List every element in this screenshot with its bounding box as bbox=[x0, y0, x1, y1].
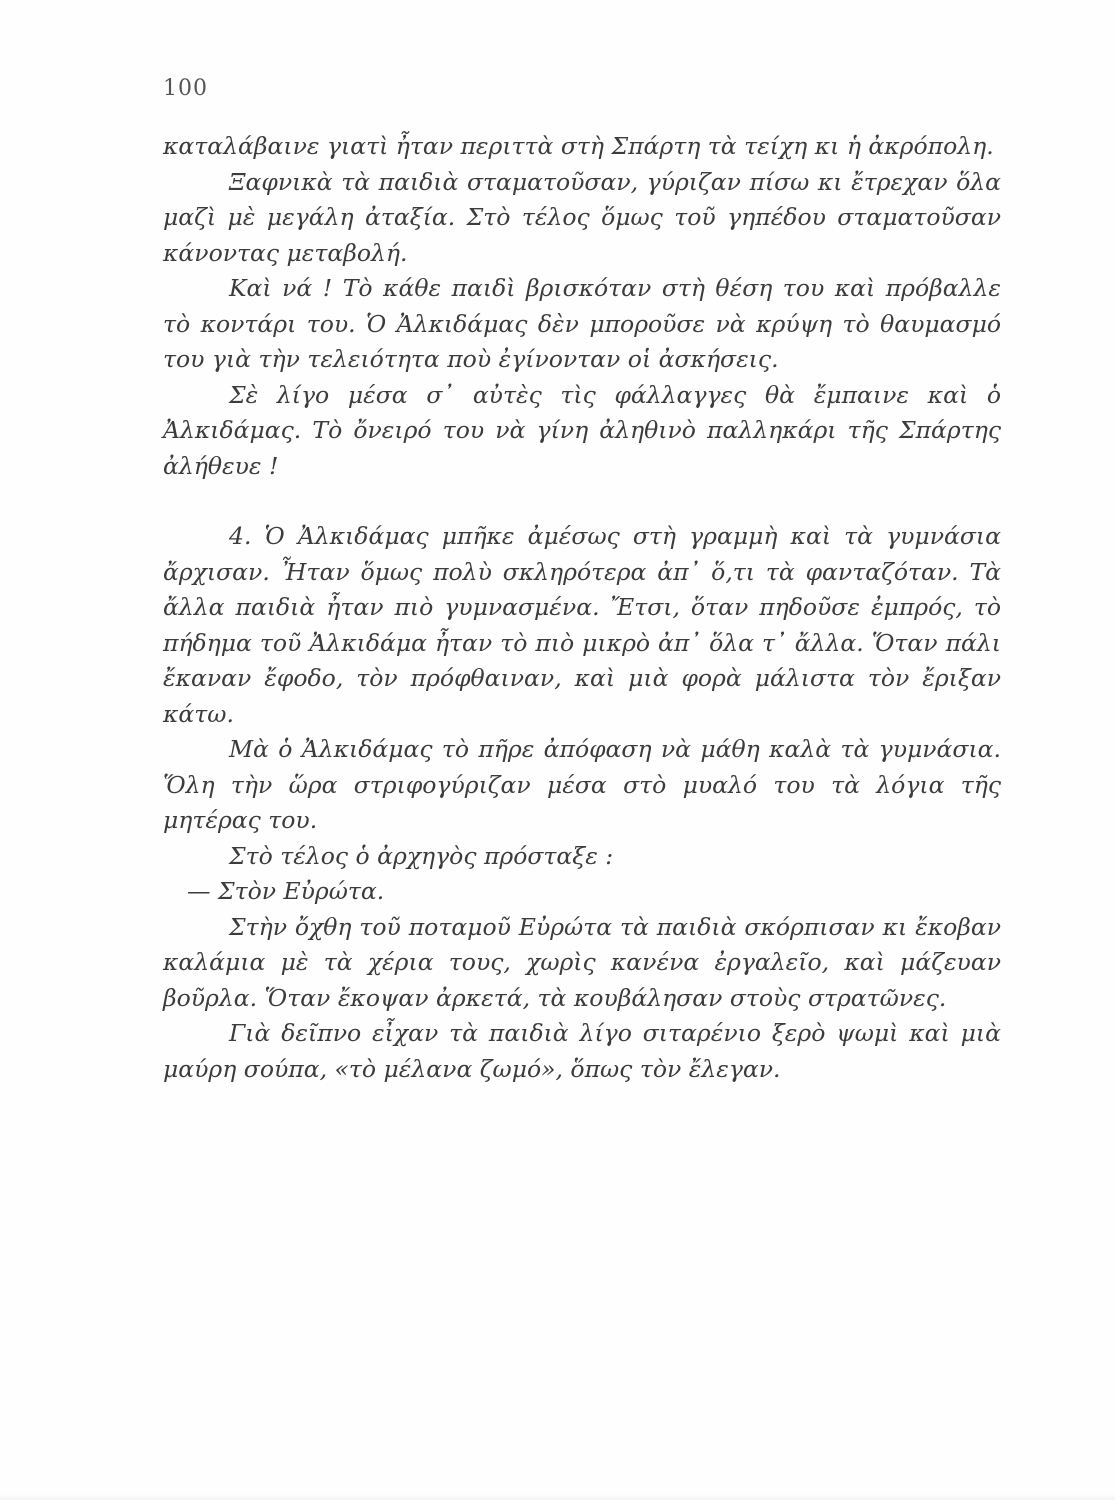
paragraph: Ξαφνικὰ τὰ παιδιὰ σταματοῦσαν, γύριζαν πίσω κι ἔτρεχαν ὅλα μαζὶ μὲ μεγάλη ἀταξία. Στὸ τέλος ὅμως τοῦ γηπέδου σταματοῦσαν κάνοντας μεταβολή. bbox=[163, 167, 1001, 267]
section-spacer bbox=[163, 484, 1001, 519]
body-text bbox=[163, 129, 1001, 1087]
paragraph: Καὶ νά ! Τὸ κάθε παιδὶ βρισκόταν στὴ θέση του καὶ πρόβαλλε τὸ κοντάρι του. Ὁ Ἀλκιδάμας δὲν μποροῦσε νὰ κρύψη τὸ θαυμασμό του γιὰ τὴν τελειότητα ποὺ ἐγίνονταν οἱ ἀσκήσεις. bbox=[163, 274, 1001, 373]
section-4-paragraph: 4. Ὁ Ἀλκιδάμας μπῆκε ἀμέσως στὴ γραμμὴ καὶ τὰ γυμνάσια ἄρχισαν. Ἦταν ὅμως πολὺ σκληρότερα ἀπ᾽ ὅ,τι τὰ φανταζόταν. Τὰ ἄλλα παιδιὰ ἦταν πιὸ γυμνασμένα. Ἔτσι, ὅταν πηδοῦσε ἐμπρός, τὸ πήδημα τοῦ Ἀλκιδάμα ἦταν τὸ πιὸ μικρὸ ἀπ᾽ ὅλα τ᾽ ἄλλα. Ὅταν πάλι ἔκαναν ἔφοδο, τὸν πρόφθαιναν, καὶ μιὰ φορὰ μάλιστα τὸν ἔριξαν κάτω. bbox=[163, 522, 1001, 728]
paragraph: Μὰ ὁ Ἀλκιδάμας τὸ πῆρε ἀπόφαση νὰ μάθη καλὰ τὰ γυμνάσια. Ὅλη τὴν ὥρα στριφογύριζαν μέσα στὸ μυαλό του τὰ λόγια τῆς μητέρας του. bbox=[163, 735, 1001, 834]
paragraph-continuation: καταλάβαινε γιατὶ ἦταν περιττὰ στὴ Σπάρτη τὰ τείχη κι ἡ ἀκρόπολη. bbox=[163, 132, 994, 160]
scan-edge-shadow bbox=[0, 1494, 1115, 1500]
paragraph: Γιὰ δεῖπνο εἶχαν τὰ παιδιὰ λίγο σιταρένιο ξερὸ ψωμὶ καὶ μιὰ μαύρη σούπα, «τὸ μέλανα ζωμό», ὅπως τὸν ἔλεγαν. bbox=[163, 1019, 1001, 1083]
paragraph: Σὲ λίγο μέσα σ᾽ αὐτὲς τὶς φάλλαγγες θὰ ἔμπαινε καὶ ὁ Ἀλκιδάμας. Τὸ ὄνειρό του νὰ γίνη ἀληθινὸ παλληκάρι τῆς Σπάρτης ἀλήθευε ! bbox=[163, 380, 1001, 480]
page-number: 100 bbox=[163, 76, 208, 101]
paragraph: Στὸ τέλος ὁ ἀρχηγὸς πρόσταξε : bbox=[229, 841, 614, 870]
paragraph: Στὴν ὄχθη τοῦ ποταμοῦ Εὐρώτα τὰ παιδιὰ σκόρπισαν κι ἔκοβαν καλάμια μὲ τὰ χέρια τους, χωρὶς κανένα ἐργαλεῖο, καὶ μάζευαν βοῦρλα. Ὅταν ἔκοψαν ἀρκετά, τὰ κουβάλησαν στοὺς στρατῶνες. bbox=[163, 912, 1001, 1012]
dialogue-line: — Στὸν Εὐρώτα. bbox=[187, 877, 385, 905]
